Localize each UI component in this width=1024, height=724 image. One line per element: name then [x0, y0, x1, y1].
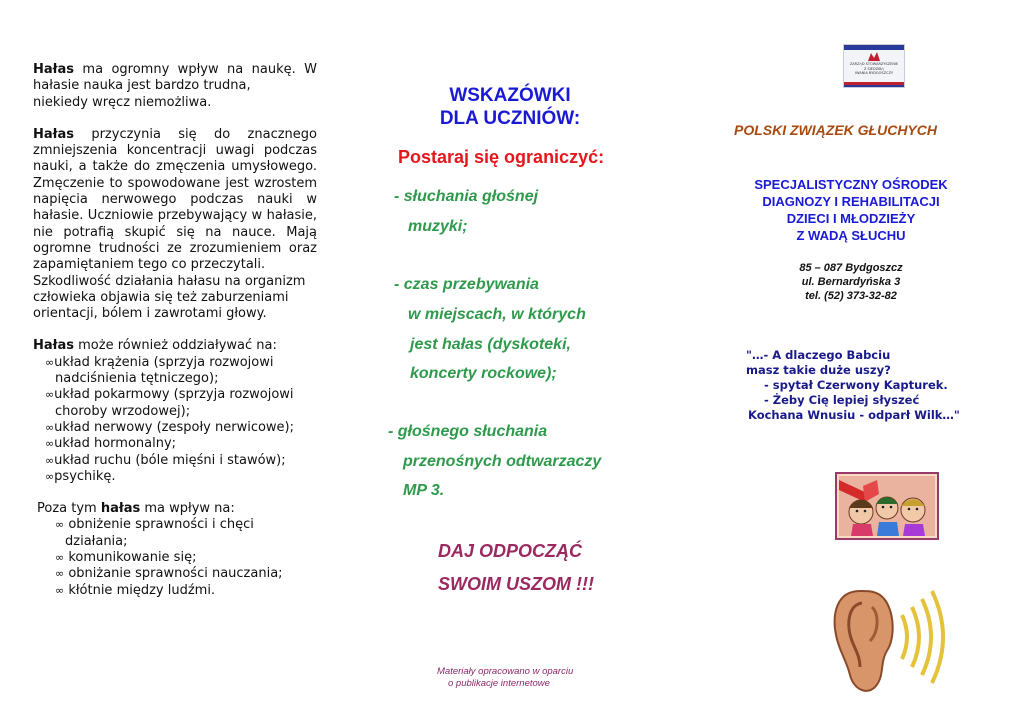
infinity-bullet-icon: ∞ [45, 453, 55, 467]
keyword-halas: hałas [100, 501, 141, 517]
tip-portable-players-line1: - głośnego słuchania [388, 423, 548, 440]
keyword-halas: Hałas [33, 338, 74, 354]
list-item [33, 436, 317, 452]
footer-note-line1: Materiały opracowano w oparciu [437, 666, 574, 677]
quote-line2: masz takie duże uszy? [746, 363, 891, 377]
impacts-intro [33, 501, 317, 517]
tip-loud-music-line2: muzyki; [408, 218, 468, 235]
right-column [700, 0, 1000, 724]
tips-subtitle: Postaraj się ograniczyć: [398, 147, 605, 167]
tip-loud-music-line1: - słuchania głośnej [394, 188, 539, 205]
list-item [33, 566, 317, 582]
address-street: ul. Bernardyńska 3 [801, 276, 901, 288]
center-name-line4: Z WADĄ SŁUCHU [796, 228, 906, 243]
quote-line4: - Żeby Cię lepiej słyszeć [764, 393, 920, 407]
quote-line1: "…- A dlaczego Babciu [746, 348, 891, 362]
list-item [33, 387, 317, 420]
center-name-line2: DIAGNOZY I REHABILITACJI [762, 194, 940, 209]
impact-text: komunikowanie się; [68, 550, 197, 566]
tip-noisy-places-line2: w miejscach, w których [408, 306, 586, 323]
rest-ears-line1: DAJ ODPOCZĄĆ [438, 541, 583, 561]
effects-list [33, 355, 317, 485]
intro-paragraph [33, 62, 317, 95]
concentration-paragraph [33, 127, 317, 274]
infinity-bullet-icon: ∞ [55, 551, 65, 565]
effects-intro-text: może również oddziaływać na: [74, 338, 277, 354]
rest-ears-line2: SWOIM USZOM !!! [438, 574, 594, 594]
effect-text: układ ruchu (bóle mięśni i stawów); [54, 452, 286, 468]
list-item [33, 453, 317, 469]
list-item [33, 420, 317, 436]
impact-text: kłótnie między ludźmi. [68, 582, 216, 598]
effect-text: układ nerwowy (zespoły nerwicowe); [54, 419, 295, 435]
impact-text: obniżanie sprawności nauczania; [68, 566, 283, 582]
impacts-suffix: ma wpływ na: [140, 501, 235, 517]
infinity-bullet-icon: ∞ [55, 567, 65, 581]
left-column [33, 62, 317, 599]
tips-title-line2: DLA UCZNIÓW: [439, 108, 581, 129]
logo-emblem-icon [866, 50, 882, 62]
effects-intro [33, 338, 317, 354]
infinity-bullet-icon: ∞ [45, 420, 55, 434]
intro-text: ma ogromny wpływ na naukę. W hałasie nauka jest bardzo trudna, [33, 62, 317, 94]
harm-paragraph: Szkodliwość działania hałasu na organizm człowieka objawia się też zaburzeniami orientacji, bólem i zawrotami głowy. [33, 273, 306, 322]
footer-note-line2: o publikacje internetowe [448, 678, 550, 689]
keyword-halas: Hałas [33, 62, 74, 77]
list-item [33, 583, 317, 599]
center-name-line3: DZIECI I MŁODZIEŻY [786, 211, 916, 226]
logo-text-line3: IWANIA BYDGOSZCZY [855, 71, 893, 75]
impact-text: obniżenie sprawności i chęci działania; [65, 517, 254, 549]
effect-text: układ pokarmowy (sprzyja rozwojowi choroby wrzodowej); [54, 387, 294, 419]
infinity-bullet-icon: ∞ [45, 469, 55, 483]
quote-line5: Kochana Wnusiu - odparł Wilk…" [748, 408, 960, 422]
concentration-text: przyczynia się do znacznego zmniejszenia koncentracji uwagi podczas nauki, a także do zmęczenia umysłowego. Zmęczenie to spowodowane jest wzrostem napięcia nerwowego podczas nauki w hałasie. Uczniowie przebywający w hałasie, nie potrafią skupić się na nauce. Mają ogromne trudności ze zrozumieniem oraz zapamiętaniem tego co przeczytali. [33, 126, 317, 273]
address-phone: tel. (52) 373-32-82 [805, 290, 897, 302]
tip-noisy-places-line3: jest hałas (dyskoteki, [410, 336, 571, 353]
quote-line3: - spytał Czerwony Kapturek. [764, 378, 948, 392]
infinity-bullet-icon: ∞ [55, 518, 65, 532]
infinity-bullet-icon: ∞ [45, 355, 55, 369]
infinity-bullet-icon: ∞ [45, 388, 55, 402]
tip-noisy-places-line4: koncerty rockowe); [410, 365, 557, 382]
infinity-bullet-icon: ∞ [45, 437, 55, 451]
tip-portable-players-line2: przenośnych odtwarzaczy [403, 453, 602, 470]
list-item [33, 550, 317, 566]
ear-icon [830, 585, 954, 699]
effect-text: układ hormonalny; [54, 436, 177, 452]
organization-logo [843, 44, 905, 88]
noisy-kids-illustration [835, 472, 939, 540]
list-item [33, 517, 317, 550]
tip-noisy-places-line1: - czas przebywania [394, 276, 539, 293]
infinity-bullet-icon: ∞ [55, 583, 65, 597]
center-name-line1: SPECJALISTYCZNY OŚRODEK [754, 177, 948, 192]
impacts-prefix: Poza tym [37, 501, 101, 517]
effect-text: psychikę. [54, 468, 116, 484]
middle-column [380, 0, 640, 724]
intro-line3: niekiedy wręcz niemożliwa. [33, 94, 212, 110]
impacts-list [33, 517, 317, 598]
effect-text: układ krążenia (sprzyja rozwojowi nadciśnienia tętniczego); [54, 354, 274, 387]
tips-title-line1: WSKAZÓWKI [449, 85, 571, 106]
list-item [33, 355, 317, 388]
organization-name: POLSKI ZWIĄZEK GŁUCHYCH [734, 122, 937, 138]
address-city: 85 – 087 Bydgoszcz [799, 262, 903, 274]
logo-text-line2: Z SIEDZIBĄ [864, 66, 884, 71]
tip-portable-players-line3: MP 3. [403, 482, 445, 499]
list-item [33, 469, 317, 485]
logo-text-line1: ZARZĄD STOWARZYSZENIE [849, 62, 899, 66]
keyword-halas: Hałas [33, 126, 74, 142]
